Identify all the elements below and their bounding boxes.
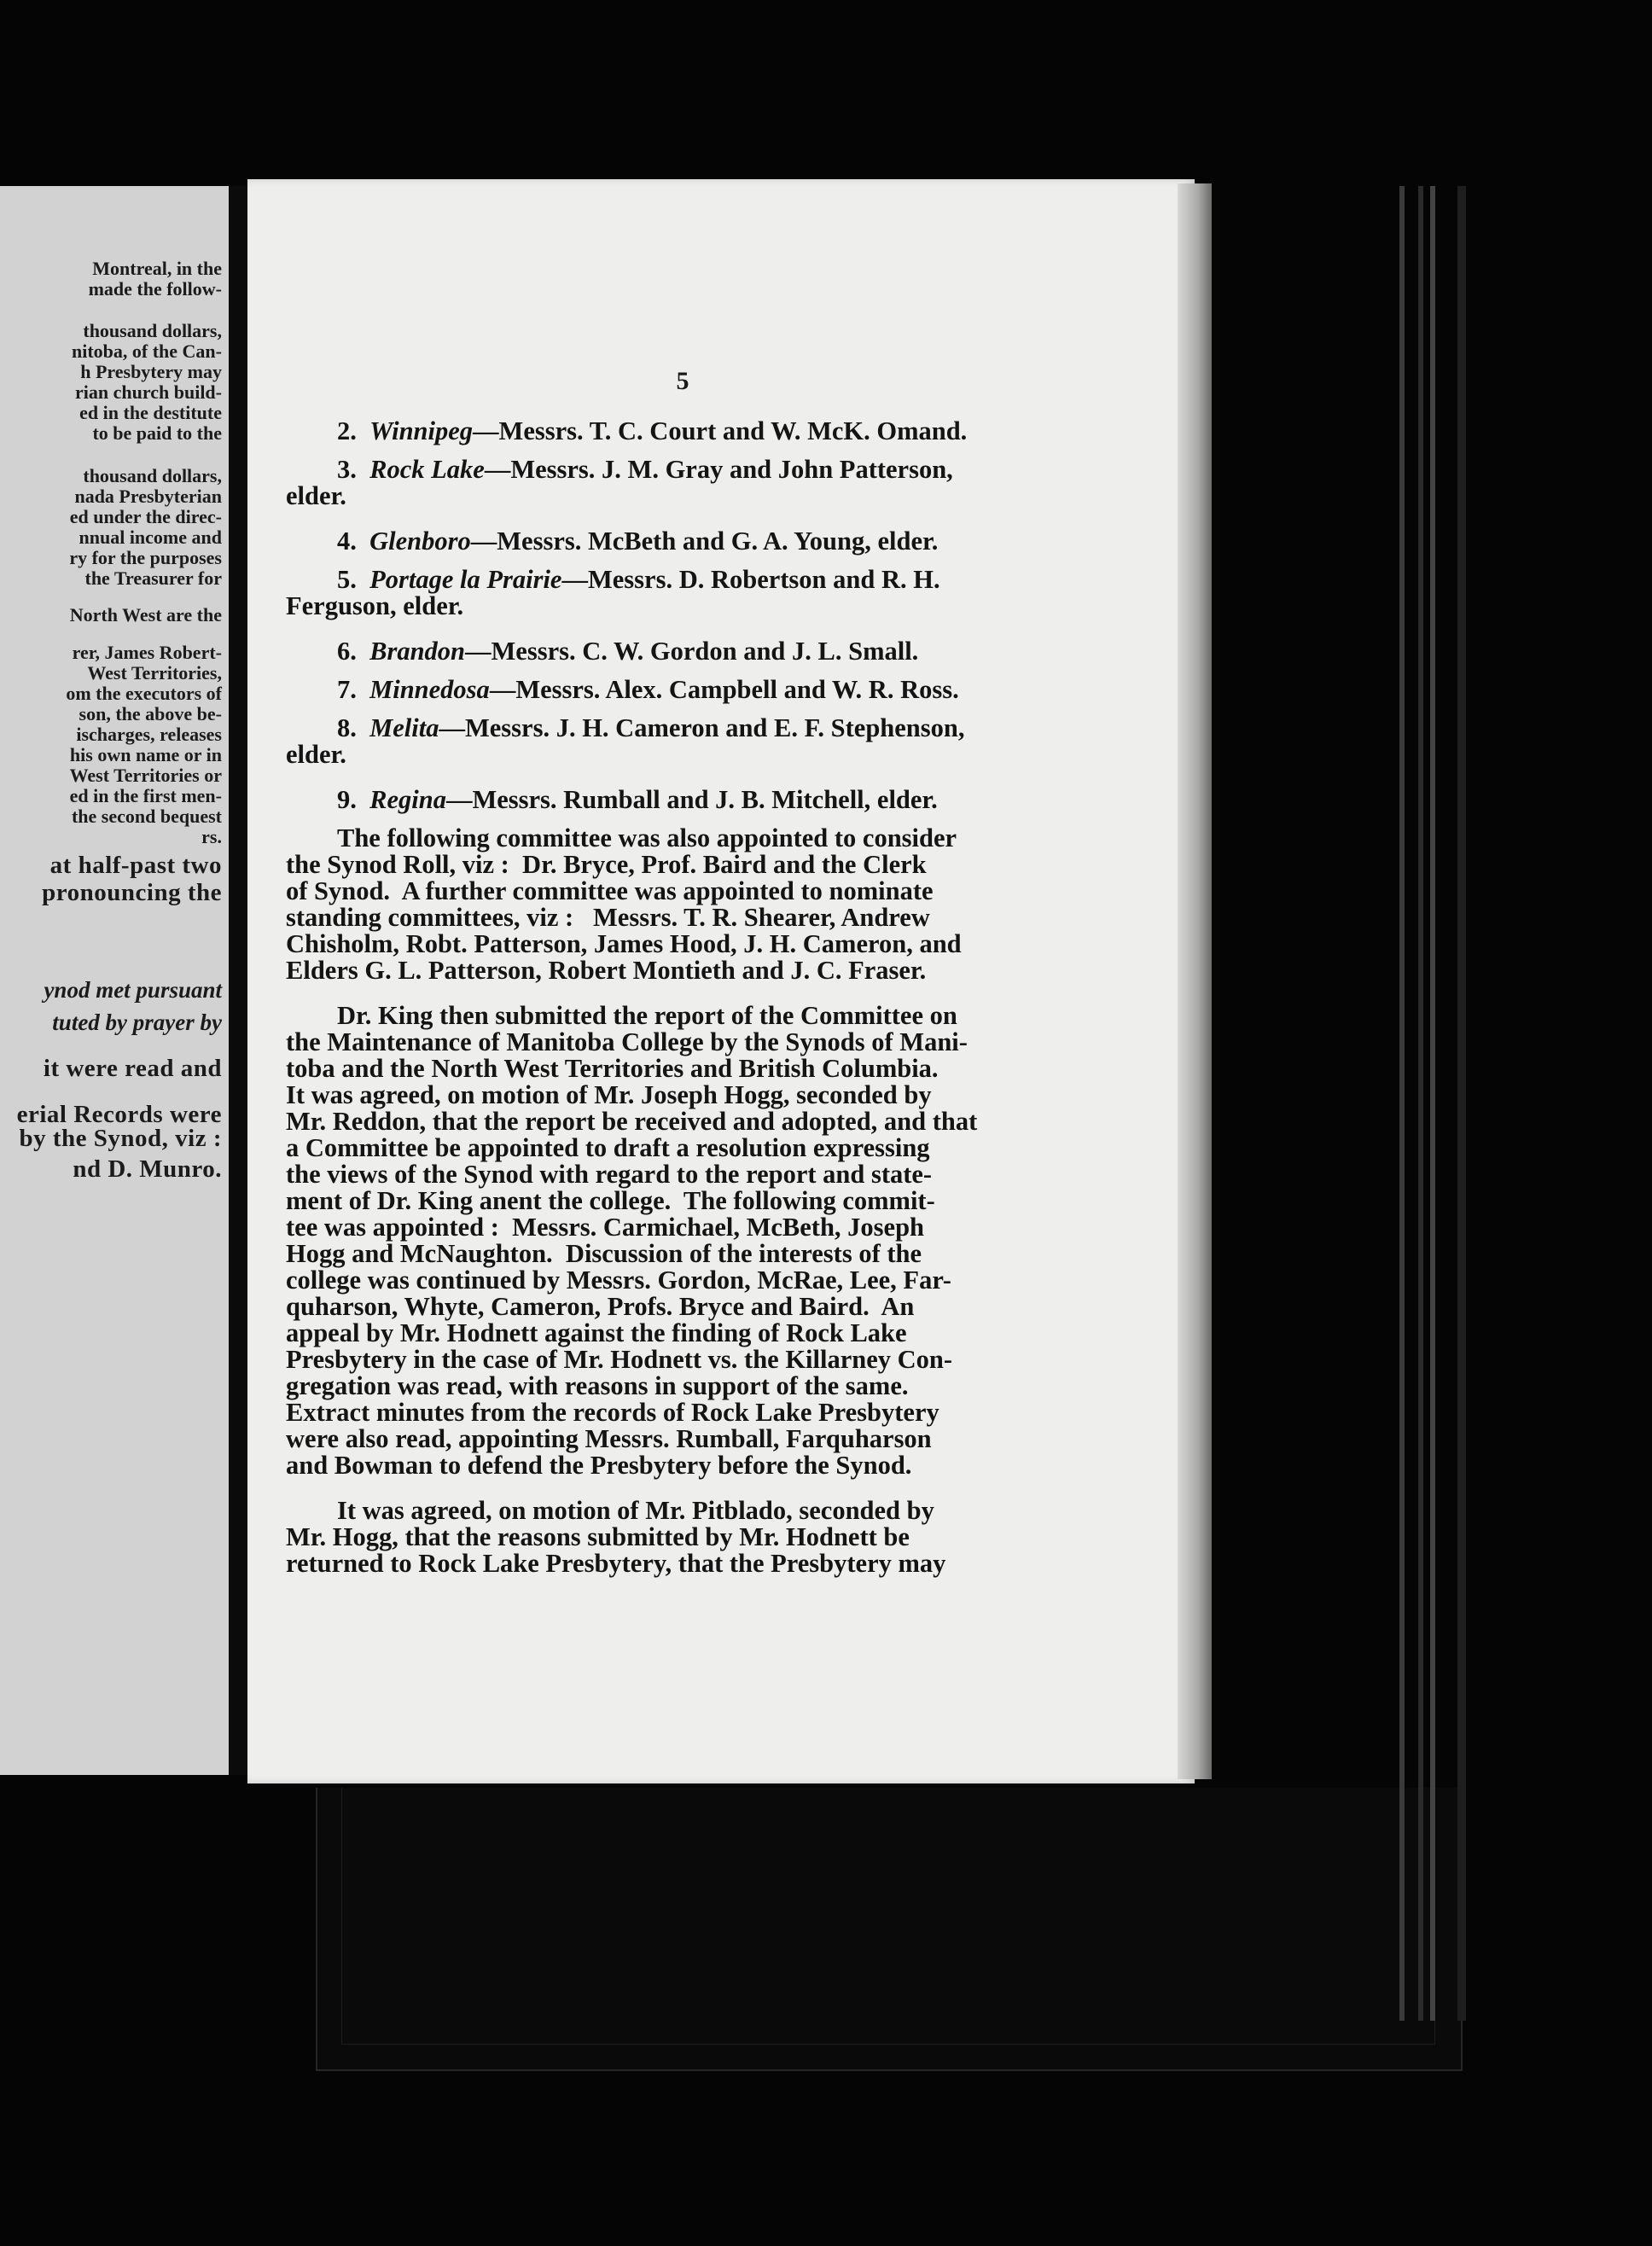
paragraph-line: Chisholm, Robt. Patterson, James Hood, J. H. Cameron, and (286, 929, 962, 958)
left-page-line: North West are the (69, 604, 222, 626)
left-page-line: it were read and (43, 1055, 222, 1082)
item-number: 9. (337, 785, 357, 814)
left-page-line: son, the above be- (79, 703, 222, 724)
appointment-item (286, 677, 1156, 703)
presbytery-name: Brandon (369, 637, 466, 666)
left-page-line: ed under the direc- (69, 506, 222, 527)
appointment-text: —Messrs. Alex. Campbell and W. R. Ross. (489, 675, 959, 704)
presbytery-name: Regina (369, 785, 446, 814)
left-page-line: nnual income and (79, 527, 222, 548)
appointment-text: —Messrs. McBeth and G. A. Young, elder. (470, 527, 939, 556)
paragraph-line: the views of the Synod with regard to the report and state- (286, 1160, 933, 1189)
left-page-line: om the executors of (66, 683, 222, 704)
appointment-item (286, 567, 1156, 620)
appointment-continuation: elder. (286, 481, 346, 510)
left-page-line: West Territories or (69, 765, 222, 786)
item-number: 3. (337, 455, 357, 484)
presbytery-name: Melita (369, 713, 439, 742)
left-page-line: nd D. Munro. (73, 1155, 222, 1183)
item-number: 4. (337, 527, 357, 556)
left-page-line: by the Synod, viz : (19, 1125, 222, 1152)
appointment-item (286, 715, 1156, 768)
left-page-line: tuted by prayer by (52, 1010, 222, 1035)
paragraph-line: Presbytery in the case of Mr. Hodnett vs. the Killarney Con- (286, 1345, 953, 1374)
left-page-line: at half-past two (49, 852, 222, 879)
left-page-line: rer, James Robert- (72, 642, 222, 663)
item-number: 5. (337, 565, 357, 594)
left-page-line: pronouncing the (42, 879, 222, 906)
paragraph-report (286, 1003, 1156, 1479)
item-number: 6. (337, 637, 357, 666)
presbytery-name: Minnedosa (369, 675, 490, 704)
left-page-line: West Territories, (87, 662, 222, 684)
paragraph-line: Elders G. L. Patterson, Robert Montieth and J. C. Fraser. (286, 956, 927, 985)
item-number: 8. (337, 713, 357, 742)
appointment-text: —Messrs. T. C. Court and W. McK. Omand. (473, 416, 968, 445)
left-page-line: the second bequest (71, 806, 222, 827)
left-page-line: thousand dollars, (83, 320, 222, 341)
page-number: 5 (676, 367, 689, 395)
paragraph-line: were also read, appointing Messrs. Rumball, Farquharson (286, 1424, 932, 1453)
paragraph-line: gregation was read, with reasons in support of the same. (286, 1371, 909, 1400)
appointment-item (286, 787, 1156, 813)
left-page-line: to be paid to the (92, 422, 222, 444)
appointment-text: —Messrs. C. W. Gordon and J. L. Small. (465, 637, 919, 666)
left-page-line: rs. (201, 826, 222, 847)
presbytery-name: Portage la Prairie (369, 565, 562, 594)
presbytery-name: Glenboro (369, 527, 471, 556)
paragraph-line: Extract minutes from the records of Rock Lake Presbytery (286, 1398, 939, 1427)
appointment-item (286, 528, 1156, 555)
left-page-line: his own name or in (69, 744, 222, 765)
item-number: 2. (337, 416, 357, 445)
left-page-line: the Treasurer for (84, 567, 222, 589)
paragraph-line: the Synod Roll, viz : Dr. Bryce, Prof. Baird and the Clerk (286, 850, 927, 879)
paragraph-line: It was agreed, on motion of Mr. Pitblado, seconded by (337, 1496, 934, 1525)
appointment-continuation: elder. (286, 740, 346, 769)
paragraph-line: The following committee was also appointed to consider (337, 823, 957, 852)
document-page (247, 179, 1195, 1783)
page-content (286, 418, 1156, 1577)
left-page-line: thousand dollars, (83, 465, 222, 486)
page-edge (1178, 183, 1212, 1779)
item-number: 7. (337, 675, 357, 704)
paragraph-line: It was agreed, on motion of Mr. Joseph Hogg, seconded by (286, 1080, 932, 1109)
appointment-item (286, 638, 1156, 665)
paragraph-line: college was continued by Messrs. Gordon, McRae, Lee, Far- (286, 1266, 951, 1295)
paragraph-line: Mr. Reddon, that the report be received and adopted, and that (286, 1107, 978, 1136)
paragraph-line: Mr. Hogg, that the reasons submitted by Mr. Hodnett be (286, 1522, 910, 1551)
paragraph-line: Dr. King then submitted the report of the Committee on (337, 1001, 957, 1030)
paragraph-line: and Bowman to defend the Presbytery before the Synod. (286, 1451, 912, 1480)
left-page-line: rian church build- (75, 381, 222, 403)
book-edge-strip (1457, 186, 1466, 2021)
left-page-line: nada Presbyterian (74, 486, 222, 507)
left-page-fragment (0, 186, 229, 1775)
left-page-line: ed in the first men- (69, 785, 222, 806)
paragraph-line: quharson, Whyte, Cameron, Profs. Bryce and Baird. An (286, 1292, 915, 1321)
book-edge-strip (1418, 186, 1423, 2021)
paragraph-line: the Maintenance of Manitoba College by the Synods of Mani- (286, 1027, 968, 1056)
left-page-line: erial Records were (16, 1101, 222, 1128)
left-page-line: ischarges, releases (76, 724, 222, 745)
paragraph-motion (286, 1498, 1156, 1577)
paragraph-committee (286, 825, 1156, 984)
appointment-text: —Messrs. D. Robertson and R. H. (561, 565, 940, 594)
paragraph-line: toba and the North West Territories and British Columbia. (286, 1054, 939, 1083)
presbytery-name: Winnipeg (369, 416, 474, 445)
paragraph-line: returned to Rock Lake Presbytery, that the Presbytery may (286, 1549, 946, 1578)
left-page-line: nitoba, of the Can- (71, 340, 222, 362)
appointments-list (286, 418, 1156, 813)
appointment-text: —Messrs. J. M. Gray and John Patterson, (484, 455, 953, 484)
left-page-line: ynod met pursuant (44, 977, 222, 1003)
paragraph-line: Hogg and McNaughton. Discussion of the interests of the (286, 1239, 922, 1268)
paragraph-line: a Committee be appointed to draft a resolution expressing (286, 1133, 930, 1162)
left-page-line: ry for the purposes (69, 547, 222, 568)
book-edge-strip (1399, 186, 1405, 2021)
appointment-continuation: Ferguson, elder. (286, 591, 464, 620)
appointment-text: —Messrs. Rumball and J. B. Mitchell, elder. (445, 785, 938, 814)
left-page-line: ed in the destitute (79, 402, 222, 423)
left-page-line: Montreal, in the (92, 258, 222, 279)
appointment-item (286, 457, 1156, 509)
paragraph-line: standing committees, viz : Messrs. T. R. Shearer, Andrew (286, 903, 930, 932)
paragraph-line: tee was appointed : Messrs. Carmichael, McBeth, Joseph (286, 1213, 925, 1242)
paragraph-line: ment of Dr. King anent the college. The following commit- (286, 1186, 935, 1215)
appointment-item (286, 418, 1156, 445)
presbytery-name: Rock Lake (369, 455, 485, 484)
paragraph-line: of Synod. A further committee was appointed to nominate (286, 876, 934, 905)
appointment-text: —Messrs. J. H. Cameron and E. F. Stephenson, (439, 713, 965, 742)
paragraph-line: appeal by Mr. Hodnett against the finding of Rock Lake (286, 1318, 907, 1347)
left-page-line: h Presbytery may (80, 361, 222, 382)
left-page-line: made the follow- (88, 278, 222, 300)
frame-border-inner (341, 1788, 1435, 2045)
book-edge-strip (1430, 186, 1435, 2021)
page-gutter (229, 186, 247, 1775)
